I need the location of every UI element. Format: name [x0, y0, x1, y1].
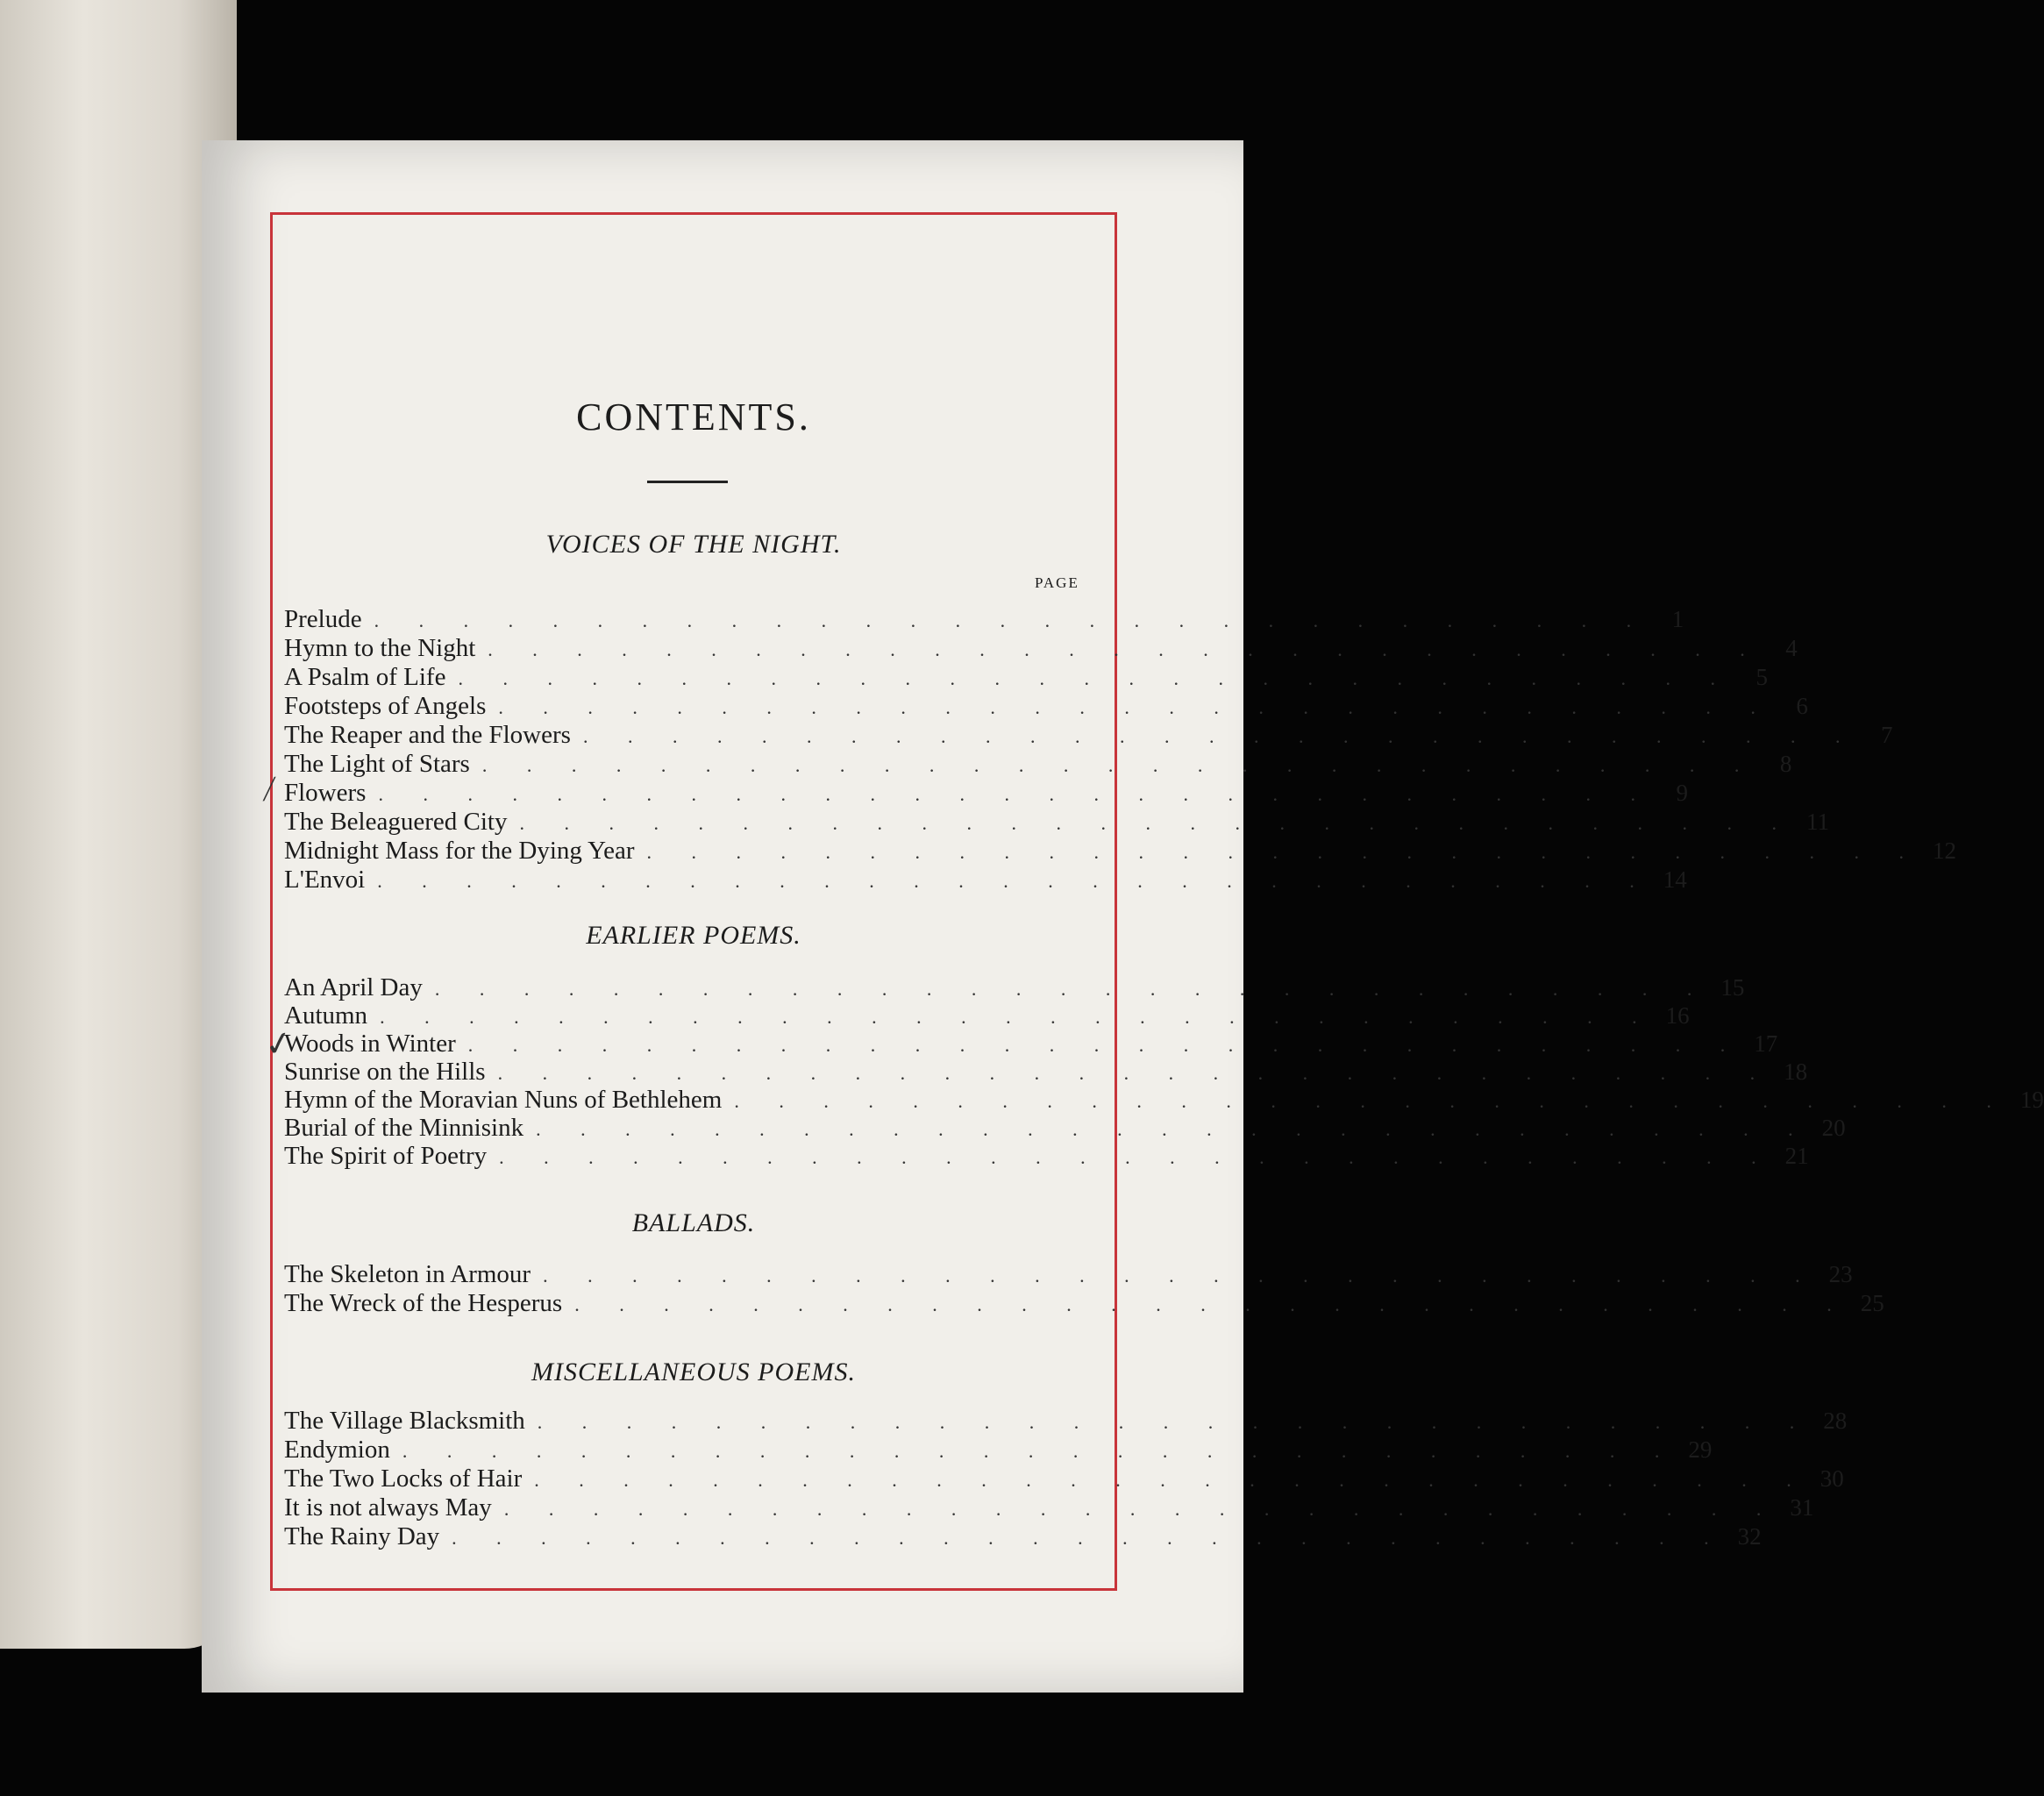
toc-entry	[284, 1493, 1814, 1522]
leader-dots: . . . . . . . . . . . . . . . . . . . . . . . . . . . . .	[534, 1469, 1809, 1491]
entry-page: 12	[1933, 837, 1957, 864]
section-heading-ballads: BALLADS.	[631, 1208, 756, 1237]
entry-title: Hymn of the Moravian Nuns of Bethlehem	[284, 1086, 723, 1114]
leader-dots: . . . . . . . . . . . . . . . . . . . . . . . . . . . . .	[498, 696, 1773, 718]
entry-page: 14	[1663, 866, 1687, 893]
entry-title: The Beleaguered City	[284, 808, 508, 836]
toc-entry	[284, 1407, 1848, 1435]
entry-title: It is not always May	[284, 1493, 492, 1522]
leader-dots: . . . . . . . . . . . . . . . . . . . . . . . . . . . . .	[497, 1062, 1773, 1084]
entry-title: Prelude	[284, 605, 362, 633]
section-heading-voices: VOICES OF THE NIGHT.	[545, 530, 842, 559]
leader-dots: . . . . . . . . . . . . . . . . . . . . . . . . . . . . .	[481, 754, 1757, 776]
toc-entry	[284, 866, 1687, 894]
toc-entry	[284, 1001, 1690, 1030]
toc-entry	[284, 1436, 1713, 1464]
toc-entry	[284, 634, 1798, 662]
entry-page: 31	[1790, 1494, 1814, 1521]
toc-entry	[284, 1114, 1846, 1142]
entry-title: The Wreck of the Hesperus	[284, 1289, 563, 1317]
toc-entry	[284, 692, 1808, 720]
toc-entry	[284, 1030, 1778, 1058]
leader-dots: . . . . . . . . . . . . . . . . . . . . . . . . . . . . .	[374, 609, 1649, 631]
toc-entry	[284, 808, 1829, 836]
entry-page: 30	[1820, 1465, 1844, 1492]
entry-page: 28	[1823, 1408, 1848, 1434]
entry-page: 21	[1784, 1143, 1809, 1169]
entry-page: 23	[1828, 1261, 1853, 1287]
toc-entry	[284, 1058, 1808, 1086]
entry-page: 20	[1821, 1115, 1846, 1141]
entry-page: 1	[1671, 606, 1684, 632]
toc-entry	[284, 605, 1684, 633]
entry-page: 19	[2019, 1087, 2044, 1113]
leader-dots: . . . . . . . . . . . . . . . . . . . . . . . . . . . . .	[377, 870, 1652, 892]
section-heading-earlier: EARLIER POEMS.	[586, 921, 801, 950]
page-column-label: PAGE	[1035, 574, 1079, 591]
entry-title: The Reaper and the Flowers	[284, 721, 571, 749]
leader-dots: . . . . . . . . . . . . . . . . . . . . . . . . . . . . .	[458, 667, 1733, 689]
entry-page: 6	[1796, 693, 1808, 719]
entry-title: The Rainy Day	[284, 1522, 440, 1550]
leader-dots: . . . . . . . . . . . . . . . . . . . . . . . . . . . . .	[378, 783, 1653, 805]
leader-dots: . . . . . . . . . . . . . . . . . . . . . . . . . . . . .	[519, 812, 1794, 834]
entry-page: 16	[1665, 1002, 1690, 1029]
entry-page: 15	[1720, 974, 1745, 1001]
entry-page: 29	[1688, 1436, 1713, 1463]
leader-dots: . . . . . . . . . . . . . . . . . . . . . . . . . . . . .	[537, 1411, 1813, 1433]
entry-page: 8	[1779, 751, 1792, 777]
toc-entry	[284, 1142, 1809, 1170]
section-heading-miscellaneous: MISCELLANEOUS POEMS.	[531, 1358, 856, 1386]
leader-dots: . . . . . . . . . . . . . . . . . . . . . . . . . . . . .	[380, 1006, 1655, 1028]
entry-page: 7	[1880, 722, 1893, 748]
toc-entry	[284, 1086, 2044, 1114]
toc-entry	[284, 1465, 1844, 1493]
entry-title: L'Envoi	[284, 866, 366, 894]
entry-title: Burial of the Minnisink	[284, 1114, 524, 1142]
entry-title: Flowers	[284, 779, 367, 807]
toc-entry	[284, 663, 1768, 691]
leader-dots: . . . . . . . . . . . . . . . . . . . . . . . . . . . . .	[488, 638, 1763, 660]
entry-title: Woods in Winter	[284, 1030, 456, 1058]
entry-title: Hymn to the Night	[284, 634, 476, 662]
leader-dots: . . . . . . . . . . . . . . . . . . . . . . . . . . . . .	[452, 1527, 1727, 1549]
toc-entry	[284, 721, 1893, 749]
entry-title: Footsteps of Angels	[284, 692, 487, 720]
entry-title: Sunrise on the Hills	[284, 1058, 486, 1086]
entry-page: 32	[1737, 1523, 1762, 1550]
leader-dots: . . . . . . . . . . . . . . . . . . . . . . . . . . . . .	[503, 1498, 1779, 1520]
toc-entry	[284, 779, 1688, 807]
page-title: CONTENTS.	[576, 396, 811, 438]
toc-entry	[284, 1289, 1884, 1317]
entry-page: 4	[1785, 635, 1798, 661]
entry-title: The Light of Stars	[284, 750, 470, 778]
leader-dots: . . . . . . . . . . . . . . . . . . . . . . . . . . . . .	[734, 1090, 2009, 1112]
leader-dots: . . . . . . . . . . . . . . . . . . . . . . . . . . . . .	[499, 1146, 1774, 1168]
entry-page: 5	[1756, 664, 1768, 690]
leader-dots: . . . . . . . . . . . . . . . . . . . . . . . . . . . . .	[543, 1265, 1818, 1286]
toc-entry	[284, 1522, 1762, 1550]
title-rule	[647, 481, 728, 483]
leader-dots: . . . . . . . . . . . . . . . . . . . . . . . . . . . . .	[467, 1034, 1743, 1056]
entry-page: 11	[1805, 809, 1829, 835]
entry-title: The Spirit of Poetry	[284, 1142, 488, 1170]
entry-title: The Skeleton in Armour	[284, 1260, 531, 1288]
leader-dots: . . . . . . . . . . . . . . . . . . . . . . . . . . . . .	[574, 1294, 1849, 1315]
entry-title: Autumn	[284, 1001, 368, 1030]
entry-title: Midnight Mass for the Dying Year	[284, 837, 635, 865]
leader-dots: . . . . . . . . . . . . . . . . . . . . . . . . . . . . .	[582, 725, 1858, 747]
entry-title: An April Day	[284, 973, 423, 1001]
leader-dots: . . . . . . . . . . . . . . . . . . . . . . . . . . . . .	[402, 1440, 1677, 1462]
leader-dots: . . . . . . . . . . . . . . . . . . . . . . . . . . . . .	[434, 978, 1710, 1000]
leader-dots: . . . . . . . . . . . . . . . . . . . . . . . . . . . . .	[536, 1118, 1811, 1140]
toc-entry	[284, 973, 1745, 1001]
entry-page: 9	[1676, 780, 1688, 806]
entry-title: A Psalm of Life	[284, 663, 446, 691]
pencil-check-mark: ✓	[261, 1023, 296, 1065]
entry-page: 25	[1860, 1290, 1884, 1316]
entry-title: Endymion	[284, 1436, 390, 1464]
toc-entry	[284, 1260, 1853, 1288]
entry-title: The Village Blacksmith	[284, 1407, 525, 1435]
entry-page: 17	[1754, 1030, 1778, 1057]
pencil-tick-mark: ⁄	[263, 770, 275, 809]
toc-entry	[284, 837, 1957, 865]
entry-title: The Two Locks of Hair	[284, 1465, 523, 1493]
toc-entry	[284, 750, 1792, 778]
entry-page: 18	[1784, 1058, 1808, 1085]
leader-dots: . . . . . . . . . . . . . . . . . . . . . . . . . . . . .	[646, 841, 1922, 863]
